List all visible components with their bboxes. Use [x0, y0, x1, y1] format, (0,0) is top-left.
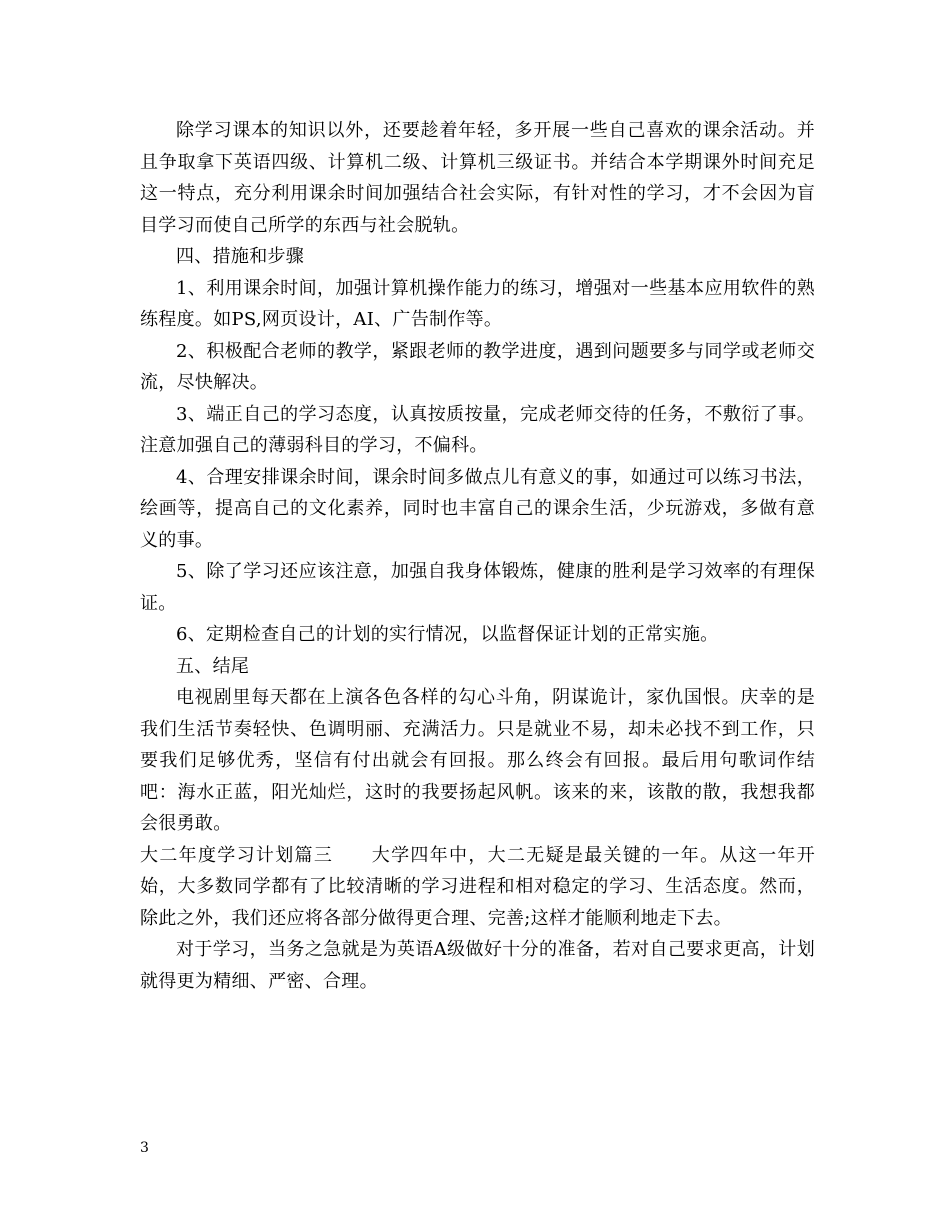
paragraph-study: 对于学习，当务之急就是为英语A级做好十分的准备，若对自己要求更高，计划就得更为精细、严密、合理。 [140, 939, 815, 992]
paragraph-extracurricular: 除学习课本的知识以外，还要趁着年轻，多开展一些自己喜欢的课余活动。并且争取拿下英语四级、计算机二级、计算机三级证书。并结合本学期课外时间充足这一特点，充分利用课余时间加强结合社会实际，有针对性的学习，才不会因为盲目学习而使自己所学的东西与社会脱轨。 [140, 120, 815, 236]
list-item-6: 6、定期检查自己的计划的实行情况，以监督保证计划的正常实施。 [176, 624, 719, 645]
list-item-3: 3、端正自己的学习态度，认真按质按量，完成老师交待的任务，不敷衍了事。注意加强自己的薄弱科目的学习，不偏科。 [140, 403, 815, 456]
list-item-4: 4、合理安排课余时间，课余时间多做点儿有意义的事，如通过可以练习书法，绘画等，提高自己的文化素养，同时也丰富自己的课余生活，少玩游戏，多做有意义的事。 [140, 466, 815, 551]
list-item-5: 5、除了学习还应该注意，加强自我身体锻炼，健康的胜利是学习效率的有理保证。 [140, 561, 815, 614]
paragraph-plan-three: 大二年度学习计划篇三 大学四年中，大二无疑是最关键的一年。从这一年开始，大多数同学都有了比较清晰的学习进程和相对稳定的学习、生活态度。然而，除此之外，我们还应将各部分做得更合理、完善;这样才能顺利地走下去。 [140, 844, 815, 929]
section-heading-ending: 五、结尾 [176, 655, 250, 677]
paragraph-ending: 电视剧里每天都在上演各色各样的勾心斗角，阴谋诡计，家仇国恨。庆幸的是我们生活节奏轻快、色调明丽、充满活力。只是就业不易，却未必找不到工作，只要我们足够优秀，坚信有付出就会有回报。那么终会有回报。最后用句歌词作结吧：海水正蓝，阳光灿烂，这时的我要扬起风帆。该来的来，该散的散，我想我都会很勇敢。 [140, 687, 815, 834]
list-item-2: 2、积极配合老师的教学，紧跟老师的教学进度，遇到问题要多与同学或老师交流，尽快解决。 [140, 340, 815, 393]
section-heading-measures: 四、措施和步骤 [176, 246, 305, 267]
document-body [140, 115, 815, 997]
list-item-1: 1、利用课余时间，加强计算机操作能力的练习，增强对一些基本应用软件的熟练程度。如PS,网页设计，AI、广告制作等。 [140, 277, 815, 330]
page-number: 3 [140, 1140, 149, 1156]
